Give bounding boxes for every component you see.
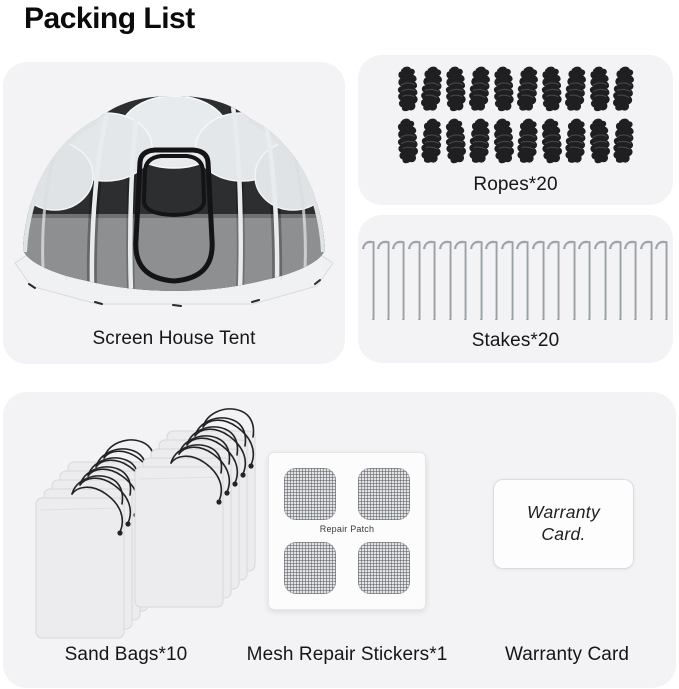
mesh-stickers-label: Mesh Repair Stickers*1 xyxy=(246,644,448,665)
rope-bundle-icon xyxy=(611,65,637,113)
rope-bundle-icon xyxy=(611,117,635,164)
stake-icon xyxy=(532,240,546,322)
stake-icon xyxy=(640,240,654,322)
stake-icon xyxy=(563,240,577,322)
stakes-panel xyxy=(358,215,673,363)
stake-icon xyxy=(624,240,638,322)
rope-bundle-icon xyxy=(395,65,419,112)
rope-bundle-icon xyxy=(539,65,563,112)
mesh-patch-icon xyxy=(358,468,410,520)
accessories-panel xyxy=(3,392,676,688)
warranty-card xyxy=(493,479,634,569)
screen-house-tent-illustration xyxy=(3,92,345,350)
stake-icon xyxy=(423,240,437,322)
sand-bag-icon xyxy=(135,467,223,607)
rope-bundle-icon xyxy=(539,117,565,165)
stake-icon xyxy=(578,240,592,322)
rope-bundle-icon xyxy=(419,65,445,113)
rope-bundle-icon xyxy=(467,65,493,113)
ropes-label: Ropes*20 xyxy=(473,174,558,195)
sand-bag-icon xyxy=(36,498,124,638)
repair-patch-title: Repair Patch xyxy=(319,524,375,534)
stake-icon xyxy=(439,240,453,322)
rope-bundle-icon xyxy=(467,117,491,164)
stake-icon xyxy=(392,240,406,322)
stakes-row xyxy=(362,240,670,322)
mesh-repair-sticker-sheet xyxy=(268,452,426,610)
stake-icon xyxy=(408,240,422,322)
stakes-label: Stakes*20 xyxy=(471,330,560,351)
stake-icon xyxy=(485,240,499,322)
rope-bundle-icon xyxy=(443,117,469,165)
tent-label: Screen House Tent xyxy=(92,328,256,349)
page-title: Packing List xyxy=(24,2,195,35)
sand-bags-label: Sand Bags*10 xyxy=(64,644,188,665)
warranty-card-line1: Warranty xyxy=(526,502,601,523)
stake-icon xyxy=(609,240,623,322)
stake-icon xyxy=(377,240,391,322)
stake-icon xyxy=(470,240,484,322)
ropes-grid xyxy=(397,66,635,164)
rope-bundle-icon xyxy=(491,65,515,112)
rope-bundle-icon xyxy=(515,117,539,164)
rope-bundle-icon xyxy=(419,117,443,164)
stake-icon xyxy=(547,240,561,322)
stake-icon xyxy=(594,240,608,322)
rope-bundle-icon xyxy=(491,117,517,165)
rope-bundle-icon xyxy=(443,65,467,112)
stake-icon xyxy=(362,240,376,322)
stake-icon xyxy=(516,240,530,322)
rope-bundle-icon xyxy=(515,65,541,113)
stake-icon xyxy=(454,240,468,322)
rope-bundle-icon xyxy=(587,117,613,165)
tent-panel xyxy=(3,62,345,364)
mesh-patch-icon xyxy=(284,468,336,520)
rope-bundle-icon xyxy=(587,65,611,112)
warranty-label: Warranty Card xyxy=(504,644,630,665)
warranty-card-line2: Card. xyxy=(541,524,586,544)
rope-bundle-icon xyxy=(395,117,421,165)
mesh-patch-icon xyxy=(358,542,410,594)
rope-bundle-icon xyxy=(563,65,589,113)
rope-bundle-icon xyxy=(563,117,587,164)
stake-icon xyxy=(655,240,669,322)
ropes-panel xyxy=(358,55,673,205)
sand-bag-stack xyxy=(135,409,255,607)
sand-bags-illustration xyxy=(28,394,266,642)
stake-icon xyxy=(501,240,515,322)
mesh-patch-icon xyxy=(284,542,336,594)
